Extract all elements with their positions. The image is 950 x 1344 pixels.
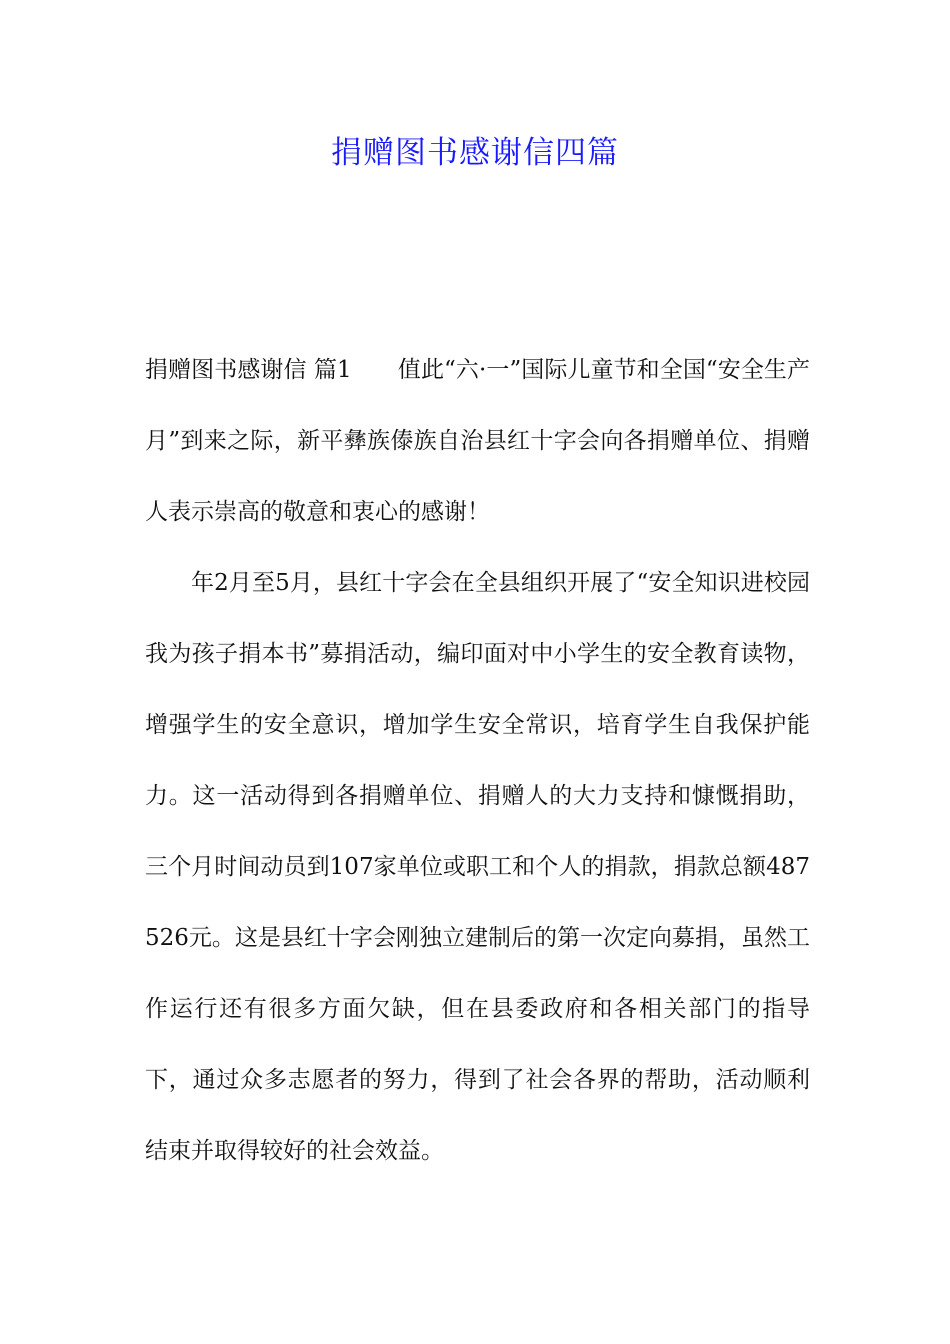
document-body [145, 335, 810, 1187]
paragraph-intro: 捐赠图书感谢信 篇1 值此“六·一”国际儿童节和全国“安全生产月”到来之际，新平彝族傣族自治县红十字会向各捐赠单位、捐赠人表示崇高的敬意和衷心的感谢！ [145, 357, 810, 525]
paragraph-activity: 年2月至5月，县红十字会在全县组织开展了“安全知识进校园我为孩子捐本书”募捐活动，编印面对中小学生的安全教育读物，增强学生的安全意识，增加学生安全常识，培育学生自我保护能力。这一活动得到各捐赠单位、捐赠人的大力支持和慷慨捐助，三个月时间动员到107家单位或职工和个人的捐款，捐款总额487526元。这是县红十字会刚独立建制后的第一次定向募捐，虽然工作运行还有很多方面欠缺，但在县委政府和各相关部门的指导下，通过众多志愿者的努力，得到了社会各界的帮助，活动顺利结束并取得较好的社会效益。 [145, 570, 810, 1164]
document-title: 捐赠图书感谢信四篇 [331, 135, 619, 171]
